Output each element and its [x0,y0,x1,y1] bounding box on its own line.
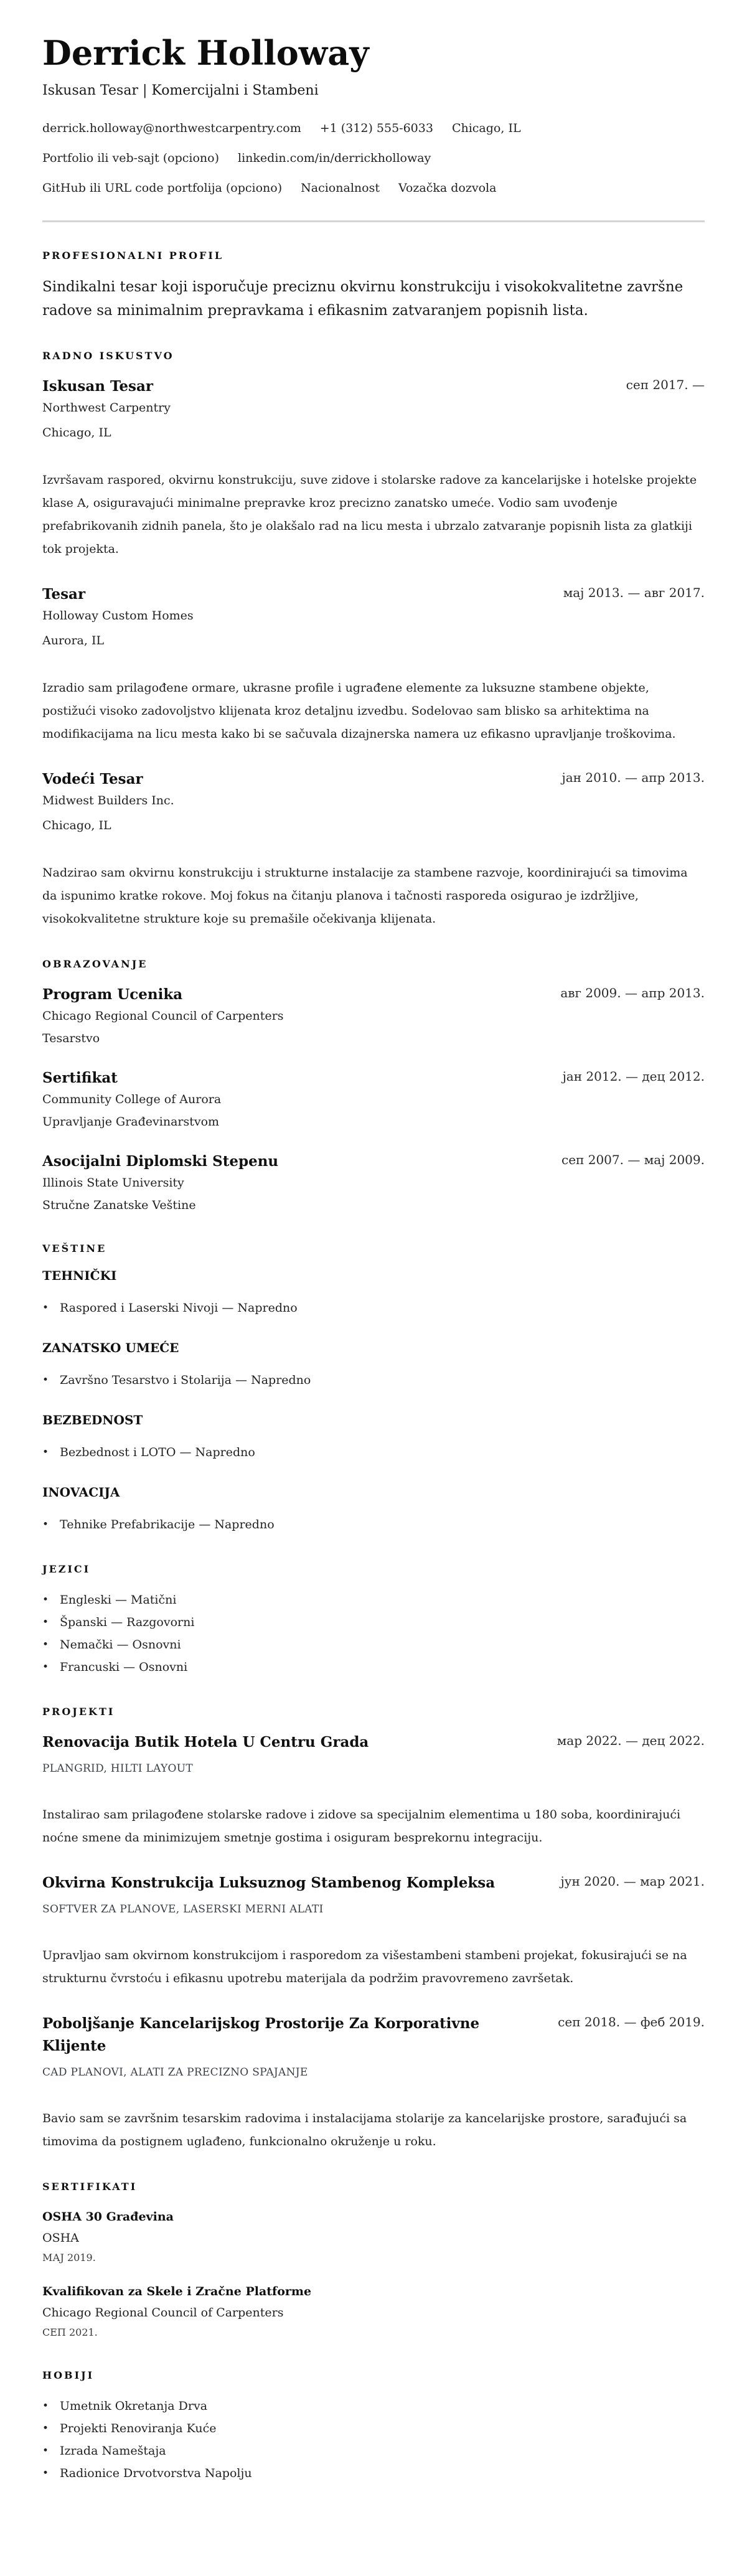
skill-item: • Završno Tesarstvo i Stolarija — Napredno [42,1369,705,1391]
certification-date: СЕП 2021. [42,2326,98,2339]
project-dates: јун 2020. — мар 2021. [560,1874,705,1889]
field-of-study: Stručne Zanatske Veštine [42,1198,196,1213]
language-item: • Nemački — Osnovni [42,1634,705,1656]
contact-linkedin[interactable]: linkedin.com/in/derrickholloway [238,151,431,166]
contact-row-links [42,149,705,167]
skill-group [42,1485,705,1536]
project-name: Okvirna Konstrukcija Luksuznog Stambenog Kompleksa [42,1874,496,1892]
skill-item: • Bezbednost i LOTO — Napredno [42,1441,705,1464]
project-tools: CAD PLANOVI, ALATI ZA PRECIZNO SPAJANJE [42,2066,308,2079]
skill-group-title: INOVACIJA [42,1485,120,1500]
job-dates: јан 2010. — апр 2013. [561,770,705,786]
section-experience [42,350,705,931]
education-dates: сеп 2007. — мај 2009. [561,1152,705,1168]
candidate-name: Derrick Holloway [42,33,369,73]
project-name: Renovacija Butik Hotela U Centru Grada [42,1734,369,1751]
certification-entry [42,2281,705,2342]
field-of-study: Upravljanje Građevinarstvom [42,1115,220,1129]
certification-name: OSHA 30 Građevina [42,2210,174,2224]
education-entry [42,1150,705,1215]
project-description: Bavio sam se završnim tesarskim radovima i instalacijama stolarije za kancelarijske prostore, sarađujući sa timovima da postignem uglađeno, funkcionalno okruženje u roku. [42,2112,687,2149]
school-name: Community College of Aurora [42,1093,222,1107]
hobby-item: • Umetnik Okretanja Drva [42,2395,705,2417]
section-title: PROFESIONALNI PROFIL [42,250,224,262]
section-skills [42,1243,705,1536]
contact-row-extra [42,179,705,197]
language-list [42,1589,705,1678]
section-title: RADNO ISKUSTVO [42,350,174,362]
candidate-headline: Iskusan Tesar | Komercijalni i Stambeni [42,83,319,99]
contact-nationality: Nacionalnost [301,181,380,195]
skill-group [42,1340,705,1391]
project-entry [42,1731,705,1850]
language-item: • Španski — Razgovorni [42,1611,705,1634]
project-tools: SOFTVER ZA PLANOVE, LASERSKI MERNI ALATI [42,1903,324,1916]
contact-row-primary [42,120,705,137]
contact-portfolio[interactable]: Portfolio ili veb-sajt (opciono) [42,151,220,166]
skill-item: • Tehnike Prefabrikacije — Napredno [42,1513,705,1536]
education-dates: јан 2012. — дец 2012. [562,1069,705,1084]
project-tools: PLANGRID, HILTI LAYOUT [42,1762,194,1775]
contact-location: Chicago, IL [451,121,521,136]
certification-name: Kvalifikovan za Skele i Zračne Platforme [42,2285,312,2299]
job-dates: сеп 2017. — [626,377,705,393]
job-location: Chicago, IL [42,426,111,440]
degree-title: Sertifikat [42,1069,118,1087]
section-profile [42,250,705,322]
skill-group-title: ZANATSKO UMEĆE [42,1340,179,1356]
certification-date: МАЈ 2019. [42,2252,96,2264]
education-dates: авг 2009. — апр 2013. [560,985,705,1001]
section-title: PROJEKTI [42,1706,115,1718]
section-certifications [42,2181,705,2342]
section-projects [42,1706,705,2153]
skill-group [42,1413,705,1464]
school-name: Illinois State University [42,1176,184,1190]
field-of-study: Tesarstvo [42,1032,100,1046]
contact-phone[interactable]: +1 (312) 555-6033 [319,121,433,136]
certification-issuer: Chicago Regional Council of Carpenters [42,2306,284,2320]
section-title: HOBIJI [42,2369,95,2382]
skill-group-title: TEHNIČKI [42,1268,117,1284]
section-title: OBRAZOVANJE [42,958,148,971]
job-location: Chicago, IL [42,819,111,833]
job-title: Tesar [42,586,86,603]
hobby-item: • Radionice Drvotvorstva Napolju [42,2462,705,2484]
experience-entry [42,375,705,561]
experience-entry [42,768,705,931]
project-dates: мар 2022. — дец 2022. [557,1733,705,1749]
job-company: Northwest Carpentry [42,401,171,415]
certification-entry [42,2206,705,2267]
hobby-item: • Izrada Nameštaja [42,2440,705,2462]
project-description: Upravljao sam okvirnom konstrukcijom i rasporedom za višestambeni stambeni projekat, fokusirajući se na strukturnu čvrstoću i efikasnu upotrebu materijala da podržim pravovremeno završetak. [42,1948,687,1986]
language-item: • Francuski — Osnovni [42,1656,705,1678]
contact-github[interactable]: GitHub ili URL code portfolija (opciono) [42,181,283,195]
school-name: Chicago Regional Council of Carpenters [42,1009,284,1023]
project-description: Instalirao sam prilagođene stolarske radove i zidove sa specijalnim elementima u 180 soba, koordinirajući noćne smene da minimizujem smetnje gostima i osiguram besprekornu integraciju. [42,1808,681,1845]
experience-entry [42,583,705,746]
certification-issuer: OSHA [42,2231,79,2245]
resume-header [42,35,705,197]
project-dates: сеп 2018. — феб 2019. [558,2014,705,2030]
section-title: SERTIFIKATI [42,2181,138,2193]
job-description: Izradio sam prilagođene ormare, ukrasne profile i ugrađene elemente za luksuzne stambene objekte, postižući visoko zadovoljstvo klijenata kroz detaljnu izvedbu. Sodelovao sam blisko sa arhitektima na modifikacijama na licu mesta kako bi se sačuvala dizajnerska namera uz efikasno upravljanje troškovima. [42,681,676,741]
education-entry [42,984,705,1048]
job-company: Holloway Custom Homes [42,609,194,623]
job-description: Nadzirao sam okvirnu konstrukciju i strukturne instalacije za stambene razvoje, koordinirajući sa timovima da ispunimo kratke rokove. Moj fokus na čitanju planova i tačnosti rasporeda osigurao je izdržljive, visokokvalitetne strukture koje su premašile očekivanja klijenata. [42,866,688,926]
project-entry [42,2013,705,2153]
job-company: Midwest Builders Inc. [42,794,174,808]
contact-drivers-license: Vozačka dozvola [398,181,497,195]
job-title: Iskusan Tesar [42,378,154,395]
job-dates: мај 2013. — авг 2017. [563,585,705,601]
education-entry [42,1067,705,1132]
section-title: VEŠTINE [42,1243,107,1255]
project-entry [42,1872,705,1990]
hobby-item: • Projekti Renoviranja Kuće [42,2417,705,2440]
job-title: Vodeći Tesar [42,771,143,788]
degree-title: Program Ucenika [42,986,183,1004]
job-location: Aurora, IL [42,634,105,648]
section-languages [42,1563,705,1678]
section-education [42,958,705,1215]
skill-item: • Raspored i Laserski Nivoji — Napredno [42,1297,705,1319]
section-title: JEZICI [42,1563,91,1576]
hobby-list [42,2395,705,2484]
profile-summary: Sindikalni tesar koji isporučuje preciznu okvirnu konstrukciju i visokokvalitetne završne radove sa minimalnim prepravkama i efikasnim zatvaranjem popisnih lista. [42,279,684,319]
project-name: Poboljšanje Kancelarijskog Prostorije Za Korporativne Klijente [42,2015,480,2055]
language-item: • Engleski — Matični [42,1589,705,1611]
job-description: Izvršavam raspored, okvirnu konstrukciju, suve zidove i stolarske radove za kancelarijske i hotelske projekte klase A, osiguravajući minimalne prepravke kroz precizno zanatsko umeće. Vodio sam uvođenje prefabrikovanih zidnih panela, što je olakšalo rad na licu mesta i ubrzalo zatvaranje popisnih lista za glatkiji tok projekta. [42,473,697,557]
section-hobbies [42,2369,705,2484]
contact-email[interactable]: derrick.holloway@northwestcarpentry.com [42,121,301,136]
degree-title: Asocijalni Diplomski Stepenu [42,1153,279,1170]
skill-group [42,1268,705,1319]
skill-group-title: BEZBEDNOST [42,1413,143,1428]
header-divider [42,220,705,222]
